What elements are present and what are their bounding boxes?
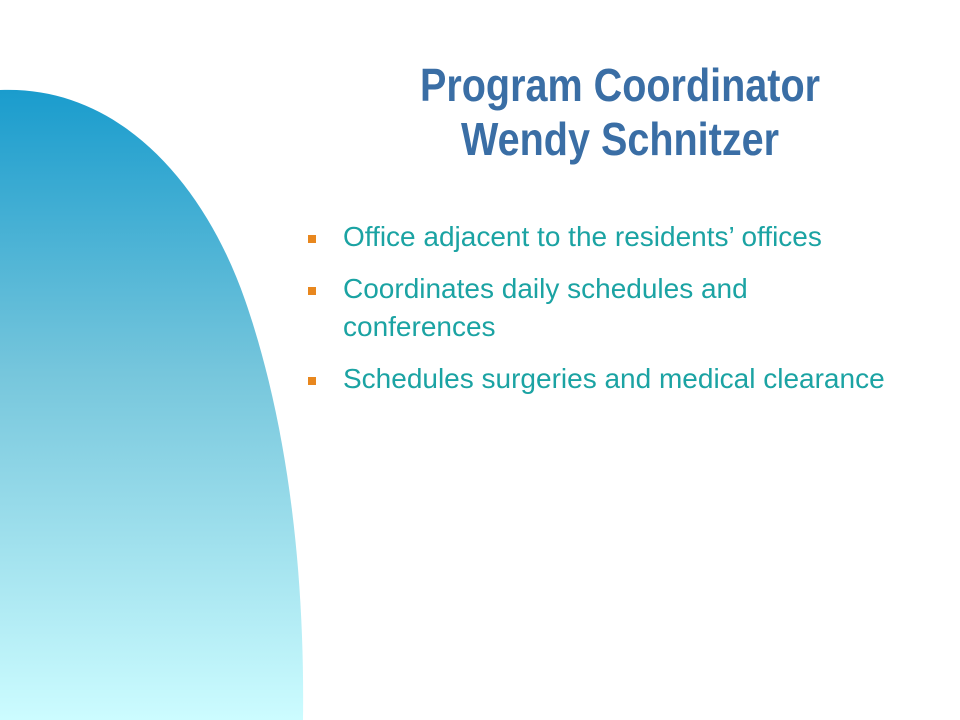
slide-title xyxy=(379,58,861,166)
bullet-item xyxy=(308,270,908,346)
bullet-item xyxy=(308,360,908,398)
bullet-list xyxy=(308,218,908,412)
bullet-text: Schedules surgeries and medical clearance xyxy=(343,363,885,394)
decorative-side-gradient-shape xyxy=(0,0,310,720)
square-bullet-icon xyxy=(308,377,316,385)
title-line-role: Program Coordinator xyxy=(419,59,821,111)
bullet-item xyxy=(308,218,908,256)
square-bullet-icon xyxy=(308,287,316,295)
bullet-text: Office adjacent to the residents’ offices xyxy=(343,221,822,252)
square-bullet-icon xyxy=(308,235,316,243)
title-line-name: Wendy Schnitzer xyxy=(460,113,780,165)
bullet-text: Coordinates daily schedules and conferences xyxy=(343,273,748,342)
